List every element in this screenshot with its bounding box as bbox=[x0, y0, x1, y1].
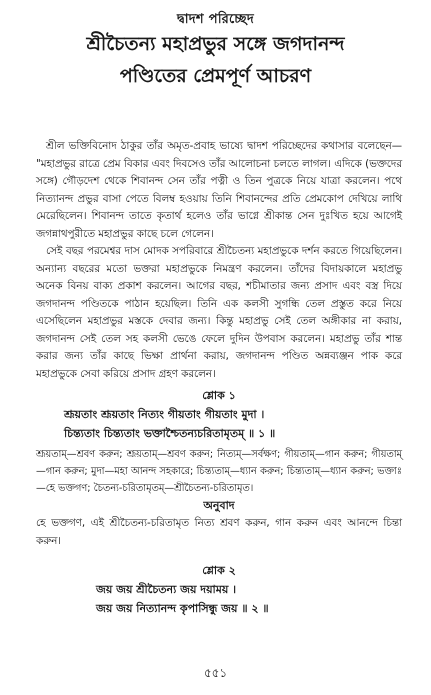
verse-2-heading: শ্লোক ২ bbox=[202, 564, 236, 577]
translation-heading: অনুবাদ bbox=[203, 499, 235, 512]
verse-1-translation: হে ভক্তগণ, এই শ্রীচৈতন্য-চরিতামৃত নিত্য শ্রবণ করুন, গান করুন এবং আনন্দে চিন্তা করুন। bbox=[36, 517, 402, 547]
verse-1-heading: শ্লোক ১ bbox=[202, 389, 236, 402]
chapter-heading: দ্বাদশ পরিচ্ছেদ bbox=[177, 12, 254, 27]
verse-1-line-1: শ্রূয়তাং শ্রূয়তাং নিত্যং গীয়তাং গীয়তাং মুদা । bbox=[64, 408, 265, 421]
page-body bbox=[36, 138, 402, 618]
verse-1-line-2: চিন্ত্যতাং চিন্ত্যতাং ভক্তাশ্চৈতন্যচরিতামৃতম্ ॥ ১ ॥ bbox=[64, 427, 276, 440]
chapter-title-line-1: শ্রীচৈতন্য মহাপ্রভুর সঙ্গে জগদানন্দ bbox=[86, 33, 345, 55]
verse-2-line-1: জয় জয় শ্রীচৈতন্য জয় দয়াময় । bbox=[96, 583, 237, 596]
summary-paragraph-1: শ্রীল ভক্তিবিনোদ ঠাকুর তাঁর অমৃত-প্রবাহ ভাষ্যে দ্বাদশ পরিচ্ছেদের কথাসার বলেছেন— "মহাপ্রভুর রাত্রে প্রেম বিকার এবং দিবসেও তাঁর আলোচনা চলতে লাগল। এদিকে (ভক্তদের সঙ্গে) গৌড়দেশ থেকে শিবানন্দ সেন তাঁর পত্নী ও তিন পুত্রকে নিয়ে যাত্রা করলেন। পথে নিত্যানন্দ প্রভুর বাসা পেতে বিলম্ব হওয়ায় তিনি শিবানন্দের প্রতি প্রেমকোপ দেখিয়ে লাথি মেরেছিলেন। শিবানন্দ তাতে কৃতার্থ হলেও তাঁর ভাগ্নে শ্রীকান্ত সেন দুঃখিত হয়ে আগেই জগন্নাথপুরীতে মহাপ্রভুর কাছে চলে গেলেন। bbox=[36, 140, 402, 240]
verse-2-line-2: জয় জয় নিত্যানন্দ কৃপাসিন্ধু জয় ॥ ২ ॥ bbox=[96, 602, 269, 615]
page-number: ৫৫১ bbox=[203, 666, 228, 680]
summary-paragraph-2: সেই বছর পরমেশ্বর দাস মোদক সপরিবারে শ্রীচৈতন্য মহাপ্রভুকে দর্শন করতে গিয়েছিলেন। অন্যান্য বছরের মতো ভক্তরা মহাপ্রভুকে নিমন্ত্রণ করলেন। তাঁদের বিদায়কালে মহাপ্রভু অনেক বিনয় বাক্য প্রকাশ করলেন। আগের বছর, শচীমাতার জন্য প্রসাদ এবং বস্ত্র দিয়ে জগদানন্দ পণ্ডিতকে পাঠান হয়েছিল। তিনি এক কলসী সুগন্ধি তেল প্রস্তুত করে নিয়ে এসেছিলেন মহাপ্রভুর মস্তকে দেবার জন্য। কিন্তু মহাপ্রভু সেই তেল অঙ্গীকার না করায়, জগদানন্দ সেই তেল সহ কলসী ভেঙে ফেলে দুদিন উপবাস করলেন। মহাপ্রভু তাঁর শান্ত করার জন্য তাঁর কাছে ভিক্ষা প্রার্থনা করায়, জগদানন্দ পণ্ডিত অন্নব্যঞ্জন পাক করে মহাপ্রভুকে সেবা করিয়ে প্রসাদ গ্রহণ করলেন। bbox=[36, 245, 402, 380]
verse-1-word-meanings: শ্রূয়তাম্—শ্রবণ করুন; শ্রূয়তাম্—শ্রবণ করুন; নিত্যম্—সর্বক্ষণ; গীয়তাম্—গান করুন; গীয়তাম্—গান করুন; মুদা—মহা আনন্দ সহকারে; চিন্ত্যতাম্—ধ্যান করুন; চিন্ত্যতাম্—ধ্যান করুন; ভক্তাঃ—হে ভক্তগণ; চৈতন্য-চরিতামৃতম্—শ্রীচৈতন্য-চরিতামৃত। bbox=[36, 449, 402, 494]
chapter-title-line-2: পণ্ডিতের প্রেমপূর্ণ আচরণ bbox=[119, 65, 312, 87]
